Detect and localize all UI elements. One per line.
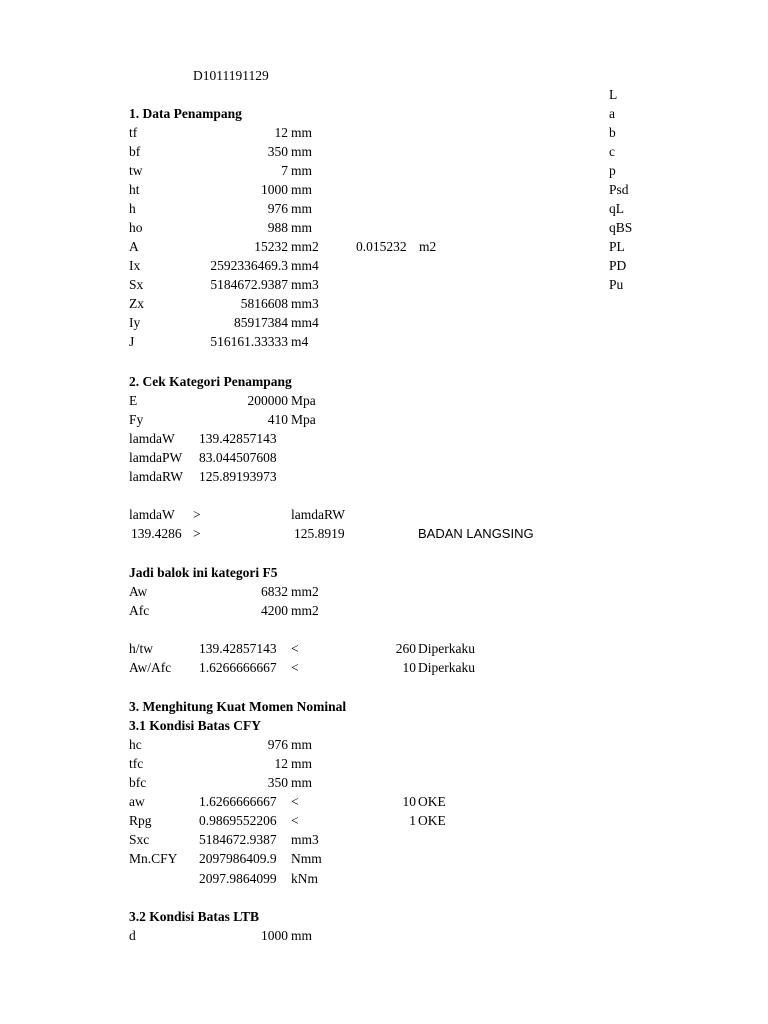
check-operator: < <box>291 641 299 656</box>
check-value: 1.6266666667 <box>199 794 277 809</box>
side-label: qL <box>609 201 624 216</box>
row-value: 5184672.9387 <box>210 277 288 292</box>
check-result: Diperkaku <box>418 660 475 675</box>
check-label: h/tw <box>129 641 154 656</box>
side-label: p <box>609 163 616 178</box>
side-label: PL <box>609 239 625 254</box>
compare-operator: > <box>193 507 201 522</box>
row-label: Iy <box>129 315 141 330</box>
compare-left-value: 139.4286 <box>131 526 182 541</box>
row-value: 12 <box>274 756 288 771</box>
row-extra-unit: m2 <box>419 239 437 254</box>
row-value: 5816608 <box>240 296 288 311</box>
row-label: E <box>129 393 138 408</box>
row-label: Ix <box>129 258 141 273</box>
row-unit: mm <box>291 775 313 790</box>
row-unit: mm3 <box>291 277 319 292</box>
row-unit: mm3 <box>291 296 319 311</box>
row-value: 2592336469.3 <box>210 258 288 273</box>
check-value: 1.6266666667 <box>199 660 277 675</box>
result-value: 2097986409.9 <box>199 851 277 866</box>
row-label: Zx <box>129 296 144 311</box>
row-unit: mm2 <box>291 603 319 618</box>
check-label: Rpg <box>129 813 152 828</box>
row-value: 410 <box>267 412 288 427</box>
check-limit: 10 <box>402 794 416 809</box>
row-label: ht <box>129 182 140 197</box>
check-limit: 1 <box>409 813 416 828</box>
row-value: 6832 <box>261 584 288 599</box>
row-value: 516161.33333 <box>210 334 288 349</box>
row-value: 15232 <box>254 239 288 254</box>
section-title-cek-kategori: 2. Cek Kategori Penampang <box>129 374 292 389</box>
row-unit: mm <box>291 201 313 216</box>
row-unit: mm <box>291 125 313 140</box>
row-value: 1000 <box>261 928 288 943</box>
row-label: bfc <box>129 775 147 790</box>
check-label: aw <box>129 794 145 809</box>
row-label: Afc <box>129 603 150 618</box>
row-unit: mm4 <box>291 258 319 273</box>
check-result: Diperkaku <box>418 641 475 656</box>
check-operator: < <box>291 794 299 809</box>
result-unit: Nmm <box>291 851 322 866</box>
check-limit: 260 <box>395 641 416 656</box>
result-value: 5184672.9387 <box>199 832 277 847</box>
result-label: Sxc <box>129 832 150 847</box>
row-unit: mm <box>291 737 313 752</box>
section-title-kuat-momen: 3. Menghitung Kuat Momen Nominal <box>129 699 347 714</box>
compare-right-label: lamdaRW <box>291 507 345 522</box>
side-label: b <box>609 125 616 140</box>
check-operator: < <box>291 660 299 675</box>
side-label: PD <box>609 258 627 273</box>
row-unit: mm <box>291 928 313 943</box>
side-label: Psd <box>609 182 629 197</box>
side-label: a <box>609 106 615 121</box>
check-limit: 10 <box>402 660 416 675</box>
row-label: hc <box>129 737 142 752</box>
compare-result: BADAN LANGSING <box>418 526 534 541</box>
row-unit: Mpa <box>291 393 316 408</box>
check-value: 139.42857143 <box>199 641 277 656</box>
check-result: OKE <box>418 813 446 828</box>
side-label: qBS <box>609 220 633 235</box>
row-label: tw <box>129 163 143 178</box>
row-value: 350 <box>267 775 288 790</box>
row-value: 7 <box>281 163 288 178</box>
section-title-data-penampang: 1. Data Penampang <box>129 106 242 121</box>
side-label: c <box>609 144 615 159</box>
row-label: Aw <box>129 584 148 599</box>
row-unit: mm4 <box>291 315 319 330</box>
row-unit: mm2 <box>291 239 319 254</box>
row-label: Fy <box>129 412 144 427</box>
check-result: OKE <box>418 794 446 809</box>
row-label: tfc <box>129 756 144 771</box>
document-id: D1011191129 <box>193 68 269 83</box>
row-unit: mm <box>291 756 313 771</box>
row-value: 85917384 <box>234 315 288 330</box>
row-unit: mm <box>291 220 313 235</box>
row-value: 83.044507608 <box>199 450 277 465</box>
row-label: lamdaPW <box>129 450 183 465</box>
section-title-kategori-f5: Jadi balok ini kategori F5 <box>129 565 278 580</box>
row-extra-value: 0.015232 <box>356 239 407 254</box>
result-unit: kNm <box>291 871 318 886</box>
result-label: Mn.CFY <box>129 851 178 866</box>
row-label: bf <box>129 144 141 159</box>
subsection-title-cfy: 3.1 Kondisi Batas CFY <box>129 718 262 733</box>
row-label: lamdaRW <box>129 469 183 484</box>
result-unit: mm3 <box>291 832 319 847</box>
row-label: d <box>129 928 136 943</box>
row-unit: m4 <box>291 334 309 349</box>
check-value: 0.9869552206 <box>199 813 277 828</box>
row-value: 988 <box>267 220 288 235</box>
check-operator: < <box>291 813 299 828</box>
row-label: lamdaW <box>129 431 175 446</box>
row-value: 12 <box>274 125 288 140</box>
row-value: 976 <box>267 737 288 752</box>
side-label: Pu <box>609 277 624 292</box>
row-value: 125.89193973 <box>199 469 277 484</box>
row-value: 139.42857143 <box>199 431 277 446</box>
row-unit: mm <box>291 163 313 178</box>
check-label: Aw/Afc <box>129 660 172 675</box>
row-value: 1000 <box>261 182 288 197</box>
compare-operator: > <box>193 526 201 541</box>
subsection-title-ltb: 3.2 Kondisi Batas LTB <box>129 909 260 924</box>
row-label: ho <box>129 220 143 235</box>
row-unit: mm2 <box>291 584 319 599</box>
row-value: 4200 <box>261 603 288 618</box>
row-label: h <box>129 201 136 216</box>
row-label: J <box>129 334 135 349</box>
row-unit: mm <box>291 182 313 197</box>
row-value: 976 <box>267 201 288 216</box>
row-value: 350 <box>267 144 288 159</box>
compare-left-label: lamdaW <box>129 507 175 522</box>
result-value: 2097.9864099 <box>199 871 277 886</box>
side-label: L <box>609 87 618 102</box>
compare-right-value: 125.8919 <box>294 526 345 541</box>
row-label: A <box>129 239 139 254</box>
row-label: tf <box>129 125 138 140</box>
row-value: 200000 <box>247 393 288 408</box>
row-unit: Mpa <box>291 412 316 427</box>
row-label: Sx <box>129 277 144 292</box>
row-unit: mm <box>291 144 313 159</box>
